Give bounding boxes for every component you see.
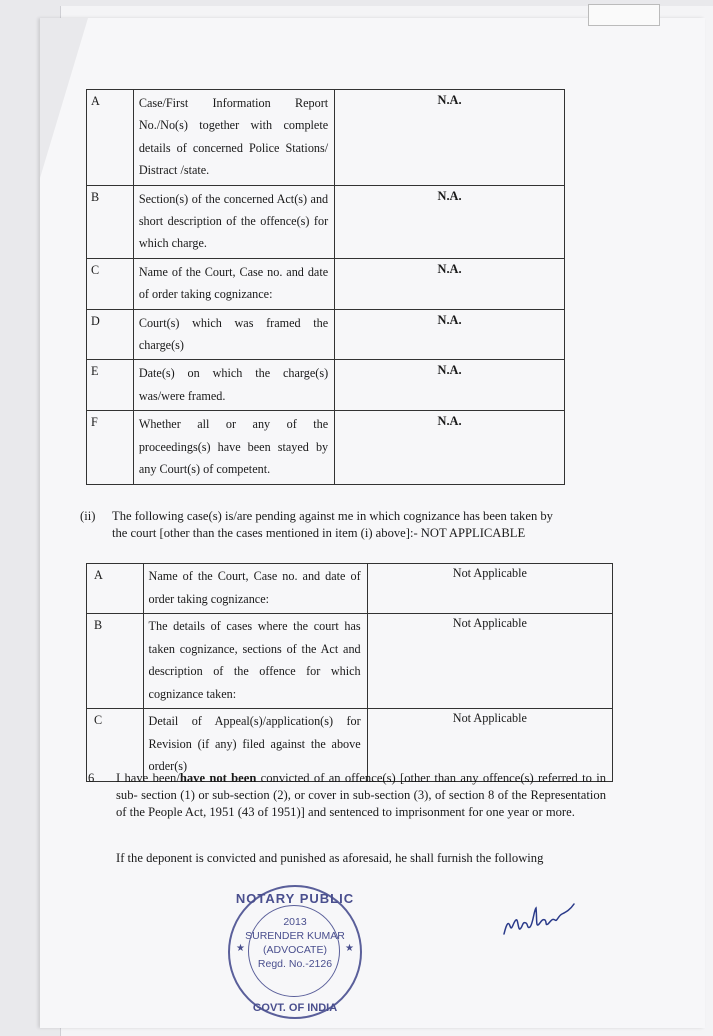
table-row [87, 564, 613, 614]
notary-stamp-role: (ADVOCATE) [263, 944, 327, 956]
table-row [87, 258, 565, 309]
row-description: Date(s) on which the charge(s) was/were framed. [133, 360, 334, 411]
top-corner-stamp [588, 4, 660, 26]
cognizance-table-i [86, 89, 565, 485]
row-label: A [87, 90, 134, 186]
table-row [87, 411, 565, 484]
row-label: C [87, 709, 144, 782]
table-row [87, 309, 565, 360]
row-value: N.A. [335, 309, 565, 360]
table-row [87, 185, 565, 258]
table-row [87, 90, 565, 186]
paragraph-deponent: If the deponent is convicted and punished as aforesaid, he shall furnish the following [116, 851, 544, 865]
row-description: Detail of Appeal(s)/application(s) for Revision (if any) filed against the above order(s) [143, 709, 367, 782]
paragraph-6-number: 6 [88, 771, 95, 785]
row-description: Name of the Court, Case no. and date of order taking cognizance: [133, 258, 334, 309]
row-label: C [87, 258, 134, 309]
row-value: N.A. [335, 90, 565, 186]
row-value: Not Applicable [367, 709, 612, 782]
row-value: N.A. [335, 411, 565, 484]
paragraph-ii-line2: the court [other than the cases mentioned in item (i) above]:- NOT APPLICABLE [112, 526, 526, 540]
paragraph-6-bold: have not been [179, 771, 257, 785]
paragraph-6-text: I have been/have not been convicted of an offence(s) [other than any offence(s) referred to in sub- section (1) or sub-section (2), or cover in sub-section (3), of section 8 of the Representation of the People Act, 1951 (43 of 1951)] and sentenced to imprisonment for one year or more. [116, 771, 606, 819]
table-row [87, 360, 565, 411]
signature [500, 896, 580, 946]
paragraph-ii [80, 508, 600, 542]
table-row [87, 614, 613, 709]
notary-stamp-name: SURENDER KUMAR [245, 930, 345, 942]
pending-cases-table-ii [86, 563, 613, 782]
paragraph-ii-line1: The following case(s) is/are pending against me in which cognizance has been taken by [112, 509, 553, 523]
stamp-star-icon: ★ [236, 943, 245, 954]
row-description: Whether all or any of the proceedings(s) have been stayed by any Court(s) of competent. [133, 411, 334, 484]
row-label: E [87, 360, 134, 411]
table-ii-body [87, 564, 613, 782]
page-fold-corner [40, 18, 88, 178]
row-label: D [87, 309, 134, 360]
row-value: Not Applicable [367, 564, 612, 614]
notary-stamp-footer: GOVT. OF INDIA [252, 1002, 338, 1014]
notary-stamp-regd: Regd. No.-2126 [257, 958, 333, 970]
notary-stamp-year: 2013 [283, 916, 307, 928]
notary-stamp-title: NOTARY PUBLIC [235, 891, 355, 906]
paragraph-ii-number: (ii) [80, 509, 96, 523]
notary-stamp-center [230, 915, 360, 971]
row-value: N.A. [335, 185, 565, 258]
row-label: A [87, 564, 144, 614]
row-description: The details of cases where the court has taken cognizance, sections of the Act and description of the offence for which cognizance taken: [143, 614, 367, 709]
row-description: Case/First Information Report No./No(s) together with complete details of concerned Police Stations/ Distract /state. [133, 90, 334, 186]
stamp-star-icon: ★ [345, 943, 354, 954]
row-label: F [87, 411, 134, 484]
row-value: N.A. [335, 360, 565, 411]
row-value: Not Applicable [367, 614, 612, 709]
row-label: B [87, 614, 144, 709]
row-description: Court(s) which was framed the charge(s) [133, 309, 334, 360]
row-description: Section(s) of the concerned Act(s) and short description of the offence(s) for which charge. [133, 185, 334, 258]
table-i-body [87, 90, 565, 485]
row-label: B [87, 185, 134, 258]
notary-stamp [228, 885, 362, 1019]
signature-mark [500, 896, 580, 946]
row-description: Name of the Court, Case no. and date of order taking cognizance: [143, 564, 367, 614]
row-value: N.A. [335, 258, 565, 309]
